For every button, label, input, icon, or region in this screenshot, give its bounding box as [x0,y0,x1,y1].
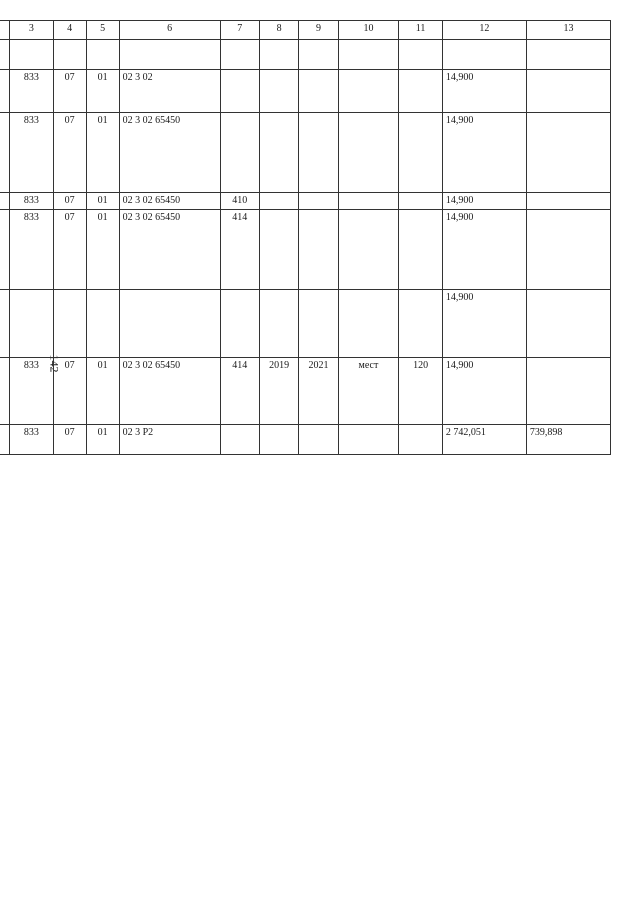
cell-col-11 [399,192,443,210]
header-col-13: 13 [526,21,610,40]
cell-col-5 [86,40,119,70]
cell-col-13 [526,357,610,425]
cell-col-6 [119,290,220,358]
cell-col-5 [86,290,119,358]
cell-col-13 [526,210,610,290]
cell-col-4: 07 [53,70,86,113]
table-body [0,40,611,455]
cell-col-6: 02 3 02 65450 [119,112,220,192]
cell-col-13 [526,112,610,192]
cell-col-12 [442,40,526,70]
cell-col-5: 01 [86,425,119,455]
cell-col-13 [526,192,610,210]
cell-col-6: 02 3 02 [119,70,220,113]
header-col-9: 9 [299,21,338,40]
cell-col-9 [299,112,338,192]
header-col-12: 12 [442,21,526,40]
cell-col-3 [10,290,54,358]
cell-col-2 [0,192,10,210]
header-col-5: 5 [86,21,119,40]
cell-col-4 [53,290,86,358]
cell-col-10: мест [338,357,399,425]
cell-col-6: 02 3 02 65450 [119,357,220,425]
cell-col-7 [220,425,259,455]
cell-col-8 [259,112,298,192]
budget-table [0,20,611,455]
cell-col-8 [259,425,298,455]
cell-col-10 [338,112,399,192]
cell-col-11 [399,40,443,70]
cell-col-9 [299,290,338,358]
cell-col-12: 14,900 [442,290,526,358]
cell-col-4: 07 [53,357,86,425]
cell-col-3: 833 [10,210,54,290]
cell-col-4: 07 [53,425,86,455]
page-number: 142 [47,354,62,373]
table-row [0,425,611,455]
cell-col-2 [0,425,10,455]
table-row [0,290,611,358]
cell-col-9 [299,70,338,113]
cell-col-10 [338,192,399,210]
header-col-10: 10 [338,21,399,40]
cell-col-10 [338,40,399,70]
cell-col-12: 2 742,051 [442,425,526,455]
cell-col-6: 02 3 Р2 [119,425,220,455]
table-row [0,210,611,290]
cell-col-12: 14,900 [442,210,526,290]
header-col-7: 7 [220,21,259,40]
cell-col-7: 410 [220,192,259,210]
cell-col-4 [53,40,86,70]
cell-col-8 [259,40,298,70]
cell-col-2 [0,357,10,425]
cell-col-4: 07 [53,210,86,290]
cell-col-13 [526,70,610,113]
header-col-6: 6 [119,21,220,40]
cell-col-13 [526,290,610,358]
cell-col-3: 833 [10,70,54,113]
cell-col-10 [338,210,399,290]
cell-col-10 [338,70,399,113]
cell-col-12: 14,900 [442,112,526,192]
cell-col-9 [299,425,338,455]
cell-col-10 [338,425,399,455]
cell-col-7 [220,290,259,358]
cell-col-12: 14,900 [442,70,526,113]
cell-col-3: 833 [10,425,54,455]
cell-col-5: 01 [86,112,119,192]
cell-col-7 [220,112,259,192]
cell-col-8 [259,70,298,113]
budget-table-sheet [0,20,611,535]
cell-col-11 [399,112,443,192]
cell-col-9: 2021 [299,357,338,425]
header-col-4: 4 [53,21,86,40]
cell-col-9 [299,210,338,290]
header-col-11: 11 [399,21,443,40]
cell-col-2 [0,112,10,192]
cell-col-6 [119,40,220,70]
cell-col-8 [259,210,298,290]
cell-col-12: 14,900 [442,357,526,425]
cell-col-7: 414 [220,357,259,425]
cell-col-3 [10,40,54,70]
cell-col-7: 414 [220,210,259,290]
rotated-page [0,20,611,535]
cell-col-8 [259,192,298,210]
cell-col-9 [299,40,338,70]
table-header-row [0,21,611,40]
cell-col-8: 2019 [259,357,298,425]
cell-col-11 [399,210,443,290]
cell-col-10 [338,290,399,358]
cell-col-7 [220,70,259,113]
cell-col-11 [399,290,443,358]
cell-col-7 [220,40,259,70]
cell-col-11 [399,70,443,113]
cell-col-5: 01 [86,210,119,290]
cell-col-9 [299,192,338,210]
cell-col-5: 01 [86,70,119,113]
header-col-3: 3 [10,21,54,40]
header-col-8: 8 [259,21,298,40]
cell-col-2 [0,290,10,358]
cell-col-4: 07 [53,112,86,192]
cell-col-13 [526,40,610,70]
header-col-2 [0,21,10,40]
table-row [0,357,611,425]
cell-col-6: 02 3 02 65450 [119,192,220,210]
cell-col-3: 833 [10,357,54,425]
cell-col-12: 14,900 [442,192,526,210]
cell-col-2 [0,210,10,290]
cell-col-3: 833 [10,112,54,192]
table-row [0,112,611,192]
cell-col-5: 01 [86,192,119,210]
cell-col-11 [399,425,443,455]
cell-col-2 [0,40,10,70]
cell-col-8 [259,290,298,358]
table-row [0,70,611,113]
cell-col-6: 02 3 02 65450 [119,210,220,290]
table-row [0,40,611,70]
table-row [0,192,611,210]
cell-col-4: 07 [53,192,86,210]
cell-col-2 [0,70,10,113]
cell-col-5: 01 [86,357,119,425]
cell-col-3: 833 [10,192,54,210]
cell-col-13: 739,898 [526,425,610,455]
cell-col-11: 120 [399,357,443,425]
